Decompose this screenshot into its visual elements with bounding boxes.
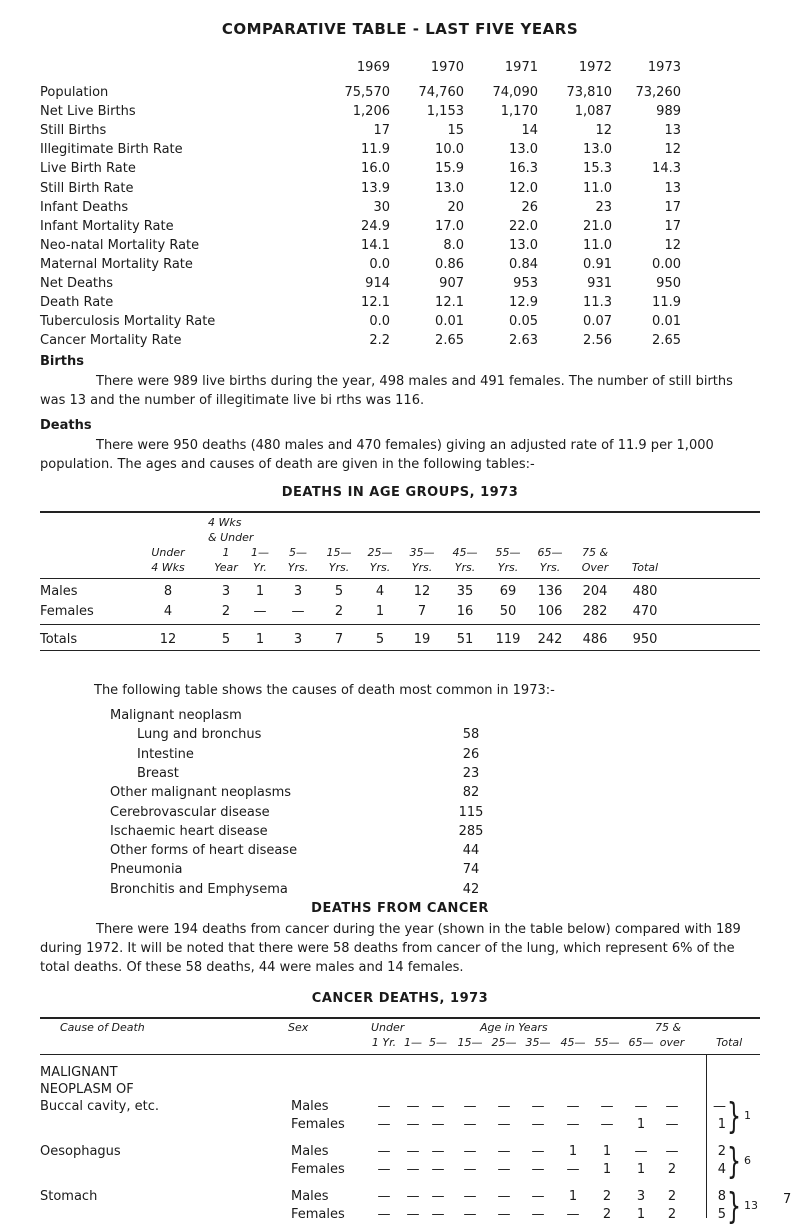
table-cell: 1,153 (426, 104, 464, 120)
cause-count: 44 (462, 843, 480, 859)
table-cell: 282 (582, 604, 608, 619)
table-cell: 0.07 (583, 314, 612, 330)
year-header: 1973 (647, 60, 681, 75)
cause-label: Lung and bronchus (137, 727, 262, 743)
year-header: 1971 (504, 60, 538, 75)
sex-label: Females (291, 1207, 345, 1222)
table-cell: 470 (632, 604, 658, 619)
subtotal-cell: 2 (717, 1144, 726, 1159)
table-rule (40, 624, 760, 625)
table-cell: 12 (159, 632, 177, 647)
column-header: Yrs. (328, 561, 350, 574)
table-cell: 69 (499, 584, 517, 599)
cause-count: 115 (458, 804, 484, 820)
group-label: NEOPLASM OF (40, 1082, 134, 1097)
table-rule (40, 650, 760, 651)
table-cell: 35 (456, 584, 474, 599)
table-cell: — (531, 1162, 545, 1177)
table-cell: 950 (632, 632, 658, 647)
column-header: Sex (288, 1021, 309, 1034)
cause-label: Intestine (137, 746, 194, 762)
table-cell: 2 (334, 604, 344, 619)
cause-count: 26 (462, 746, 480, 762)
table-cell: 14 (521, 123, 538, 139)
column-header: Year (214, 561, 238, 574)
table-cell: 1 (602, 1162, 612, 1177)
table-cell: 914 (365, 276, 390, 291)
table-cell: 11.9 (361, 142, 390, 158)
table-cell: — (431, 1117, 445, 1132)
column-header: 65— (628, 1036, 654, 1049)
table-cell: 8.0 (443, 237, 464, 253)
column-header: 55— (594, 1036, 620, 1049)
table-cell: — (406, 1162, 420, 1177)
column-header: & Under (208, 531, 254, 544)
table-cell: — (431, 1162, 445, 1177)
table-cell: — (377, 1207, 391, 1222)
table-cell: 12 (595, 123, 612, 139)
table-cell: 74,760 (418, 85, 464, 100)
row-label: Net Live Births (40, 104, 136, 120)
row-label: Population (40, 85, 109, 100)
year-header: 1970 (430, 60, 464, 75)
column-header: 65— (537, 546, 563, 559)
column-header: 45— (452, 546, 478, 559)
table-cell: — (463, 1162, 477, 1177)
sex-label: Males (291, 1144, 329, 1159)
table-cell: 989 (656, 104, 681, 120)
table-cell: 10.0 (435, 142, 464, 158)
table-cell: 17.0 (435, 218, 464, 234)
total-cell: 6 (744, 1154, 751, 1167)
subtotal-cell: 4 (717, 1162, 726, 1177)
table-cell: 1 (602, 1144, 612, 1159)
brace-icon: } (727, 1187, 741, 1228)
table-cell: — (463, 1099, 477, 1114)
table-cell: 20 (447, 199, 464, 215)
table-cell: 1,206 (352, 104, 390, 120)
row-label: Live Birth Rate (40, 161, 136, 177)
year-header: 1972 (578, 60, 612, 75)
row-label: Still Births (40, 123, 107, 139)
table-cell: — (566, 1207, 580, 1222)
sex-label: Males (291, 1099, 329, 1114)
age-groups-title: DEATHS IN AGE GROUPS, 1973 (281, 485, 519, 500)
column-header: 4 Wks (208, 516, 242, 529)
row-label: Females (40, 604, 94, 619)
sex-label: Females (291, 1117, 345, 1132)
table-cell: 950 (656, 276, 681, 291)
table-cell: — (406, 1189, 420, 1204)
table-rule (40, 1054, 760, 1055)
table-cell: 242 (537, 632, 563, 647)
births-paragraph: There were 989 live births during the year, 498 males and 491 females. The number of still births was 13 and the number of illegitimate live bi rths was 116. (40, 374, 733, 408)
cause-label: Buccal cavity, etc. (40, 1099, 160, 1114)
table-cell: 12 (664, 142, 681, 158)
cause-label: Bronchitis and Emphysema (110, 881, 288, 897)
table-cell: 12.0 (509, 180, 538, 196)
table-cell: 17 (373, 123, 390, 139)
table-cell: — (600, 1099, 614, 1114)
column-header: 4 Wks (151, 561, 185, 574)
column-header: 15— (457, 1036, 483, 1049)
table-cell: 0.01 (652, 314, 681, 330)
deaths-paragraph: There were 950 deaths (480 males and 470 females) giving an adjusted rate of 11.9 per 1,000 population. The ages and causes of death are given in the following tables:- (40, 438, 714, 472)
table-cell: 3 (293, 584, 303, 599)
table-cell: — (665, 1117, 679, 1132)
column-header: 1— (251, 546, 269, 559)
table-cell: 953 (513, 276, 538, 291)
table-cell: 2 (667, 1207, 677, 1222)
column-header: 55— (495, 546, 521, 559)
column-header: Under (151, 546, 185, 559)
row-label: Death Rate (40, 295, 114, 311)
sex-label: Females (291, 1162, 345, 1177)
column-header: Yr. (253, 561, 267, 574)
table-cell: — (497, 1162, 511, 1177)
table-cell: 119 (495, 632, 521, 647)
column-header: 25— (491, 1036, 517, 1049)
table-cell: 5 (221, 632, 231, 647)
table-cell: 16.0 (361, 161, 390, 177)
table-cell: 12.1 (361, 295, 390, 311)
cause-count: 42 (462, 881, 480, 897)
cause-count: 285 (458, 823, 484, 839)
table-cell: 2.2 (369, 333, 390, 349)
table-cell: 12.9 (509, 295, 538, 311)
table-cell: — (463, 1189, 477, 1204)
total-cell: 1 (744, 1109, 751, 1122)
table-cell: 14.3 (652, 161, 681, 177)
table-cell: — (406, 1117, 420, 1132)
table-cell: — (377, 1189, 391, 1204)
table-cell: — (253, 604, 267, 619)
cause-label: Other forms of heart disease (110, 843, 298, 859)
row-label: Totals (40, 632, 78, 647)
table-cell: 22.0 (509, 218, 538, 234)
subtotal-cell: 1 (717, 1117, 726, 1132)
table-cell: 0.01 (435, 314, 464, 330)
table-cell: 931 (587, 276, 612, 291)
column-header: 15— (326, 546, 352, 559)
table-cell: 7 (334, 632, 344, 647)
page-title: COMPARATIVE TABLE - LAST FIVE YEARS (221, 20, 579, 38)
table-cell: 1,170 (500, 104, 538, 120)
table-cell: 4 (375, 584, 385, 599)
table-cell: 0.0 (369, 314, 390, 330)
table-cell: — (566, 1099, 580, 1114)
table-cell: — (566, 1117, 580, 1132)
table-cell: 23 (595, 199, 612, 215)
table-cell: 13.0 (509, 142, 538, 158)
table-cell: 16.3 (509, 161, 538, 177)
column-header: Yrs. (539, 561, 561, 574)
table-cell: 0.86 (435, 256, 464, 272)
table-cell: 73,260 (635, 85, 681, 100)
table-cell: — (406, 1144, 420, 1159)
table-cell: 13.0 (509, 237, 538, 253)
row-label: Infant Deaths (40, 199, 129, 215)
table-cell: — (377, 1117, 391, 1132)
table-cell: 0.00 (652, 256, 681, 272)
row-label: Maternal Mortality Rate (40, 256, 193, 272)
cause-label: Ischaemic heart disease (110, 823, 268, 839)
row-label: Infant Mortality Rate (40, 218, 174, 234)
cancer-heading: DEATHS FROM CANCER (311, 901, 489, 916)
table-cell: — (431, 1099, 445, 1114)
subtotal-cell: 8 (717, 1189, 726, 1204)
table-cell: 13 (664, 123, 681, 139)
table-cell: 75,570 (344, 85, 390, 100)
sex-label: Males (291, 1189, 329, 1204)
column-header: Yrs. (411, 561, 433, 574)
page-number: 7 (783, 1192, 792, 1207)
cause-count: 58 (462, 727, 480, 743)
column-header: Yrs. (454, 561, 476, 574)
table-cell: 0.0 (369, 256, 390, 272)
table-cell: — (377, 1144, 391, 1159)
row-label: Net Deaths (40, 276, 114, 291)
subtotal-cell: 5 (717, 1207, 726, 1222)
table-cell: — (531, 1207, 545, 1222)
table-cell: 12.1 (435, 295, 464, 311)
table-cell: 73,810 (566, 85, 612, 100)
table-cell: 0.05 (509, 314, 538, 330)
row-label: Illegitimate Birth Rate (40, 142, 183, 158)
table-cell: — (531, 1117, 545, 1132)
table-cell: — (497, 1207, 511, 1222)
table-cell: 13.0 (583, 142, 612, 158)
table-cell: 13.9 (361, 180, 390, 196)
table-cell: — (665, 1144, 679, 1159)
table-cell: 50 (499, 604, 517, 619)
table-cell: — (463, 1144, 477, 1159)
table-cell: — (406, 1099, 420, 1114)
table-cell: — (497, 1117, 511, 1132)
table-cell: 13 (664, 180, 681, 196)
table-cell: — (531, 1144, 545, 1159)
table-cell: 11.9 (652, 295, 681, 311)
table-divider (706, 1054, 707, 1218)
table-cell: 2 (602, 1207, 612, 1222)
column-header: Total (716, 1036, 743, 1049)
table-cell: 204 (582, 584, 608, 599)
brace-icon: } (727, 1097, 741, 1138)
table-cell: 74,090 (492, 85, 538, 100)
table-cell: 15 (447, 123, 464, 139)
table-cell: 907 (439, 276, 464, 291)
table-cell: 1 (568, 1189, 578, 1204)
table-cell: 0.91 (583, 256, 612, 272)
cause-label: Oesophagus (40, 1144, 121, 1159)
column-header: Age in Years (480, 1021, 548, 1034)
table-cell: 16 (456, 604, 474, 619)
cause-count: 82 (462, 785, 480, 801)
cause-label: Malignant neoplasm (110, 708, 242, 723)
table-cell: 2 (602, 1189, 612, 1204)
table-cell: — (431, 1207, 445, 1222)
table-cell: — (531, 1189, 545, 1204)
table-cell: 1 (636, 1117, 646, 1132)
total-cell: 13 (744, 1199, 758, 1212)
cause-label: Breast (137, 765, 179, 781)
table-rule (40, 1017, 760, 1019)
column-header: 75 & (655, 1021, 682, 1034)
column-header: 45— (560, 1036, 586, 1049)
table-cell: 17 (664, 218, 681, 234)
table-cell: — (377, 1162, 391, 1177)
column-header: 5— (429, 1036, 447, 1049)
table-cell: — (406, 1207, 420, 1222)
table-cell: 486 (582, 632, 608, 647)
table-cell: 8 (163, 584, 173, 599)
table-cell: 480 (632, 584, 658, 599)
table-cell: 12 (664, 237, 681, 253)
table-cell: — (531, 1099, 545, 1114)
column-header: 25— (367, 546, 393, 559)
column-header: 1 (222, 546, 230, 559)
table-cell: 14.1 (361, 237, 390, 253)
table-cell: 13.0 (435, 180, 464, 196)
table-cell: — (463, 1207, 477, 1222)
column-header: over (659, 1036, 685, 1049)
column-header: 1— (404, 1036, 422, 1049)
table-cell: 30 (373, 199, 390, 215)
table-cell: — (431, 1144, 445, 1159)
column-header: 35— (525, 1036, 551, 1049)
table-cell: 3 (221, 584, 231, 599)
column-header: Total (631, 561, 659, 574)
row-label: Still Birth Rate (40, 180, 134, 196)
table-cell: 5 (375, 632, 385, 647)
table-cell: 15.3 (583, 161, 612, 177)
table-cell: 19 (413, 632, 431, 647)
table-cell: 3 (293, 632, 303, 647)
cancer-paragraph: There were 194 deaths from cancer during the year (shown in the table below) compared with 189 during 1972. It will be noted that there were 58 deaths from cancer of the lung, which represent 6% of the total deaths. Of these 58 deaths, 44 were males and 14 females. (40, 922, 741, 975)
table-rule (40, 511, 760, 513)
table-cell: — (377, 1099, 391, 1114)
deaths-heading: Deaths (40, 418, 92, 433)
table-cell: — (431, 1189, 445, 1204)
table-cell: — (497, 1144, 511, 1159)
column-header: 75 & (581, 546, 609, 559)
table-cell: — (600, 1117, 614, 1132)
year-header: 1969 (356, 60, 390, 75)
table-cell: 1 (636, 1162, 646, 1177)
table-cell: — (463, 1117, 477, 1132)
causes-intro: The following table shows the causes of death most common in 1973:- (94, 683, 555, 698)
table-rule (40, 578, 760, 579)
table-cell: — (665, 1099, 679, 1114)
table-cell: 0.84 (509, 256, 538, 272)
table-cell: 24.9 (361, 218, 390, 234)
subtotal-cell: — (713, 1099, 726, 1114)
table-cell: 2.56 (583, 333, 612, 349)
table-cell: 4 (163, 604, 173, 619)
table-cell: 17 (664, 199, 681, 215)
column-header: 35— (409, 546, 435, 559)
table-cell: 1 (255, 632, 265, 647)
table-cell: 1 (375, 604, 385, 619)
table-cell: — (566, 1162, 580, 1177)
column-header: Yrs. (287, 561, 309, 574)
births-heading: Births (40, 354, 84, 369)
table-cell: 11.0 (583, 180, 612, 196)
cancer-table-title: CANCER DEATHS, 1973 (311, 991, 489, 1006)
table-cell: 106 (537, 604, 563, 619)
table-cell: — (497, 1099, 511, 1114)
table-cell: 26 (521, 199, 538, 215)
table-cell: 1 (636, 1207, 646, 1222)
table-cell: 7 (417, 604, 427, 619)
row-label: Cancer Mortality Rate (40, 333, 182, 349)
group-label: MALIGNANT (40, 1065, 118, 1080)
row-label: Neo-natal Mortality Rate (40, 237, 200, 253)
table-cell: 2.65 (435, 333, 464, 349)
column-header: Over (581, 561, 609, 574)
column-header: Yrs. (369, 561, 391, 574)
table-cell: 2 (667, 1189, 677, 1204)
table-cell: 12 (413, 584, 431, 599)
brace-icon: } (727, 1142, 741, 1183)
table-cell: 2.65 (652, 333, 681, 349)
table-cell: 11.0 (583, 237, 612, 253)
table-cell: — (291, 604, 305, 619)
column-header: 5— (289, 546, 307, 559)
table-cell: 21.0 (583, 218, 612, 234)
table-cell: — (634, 1144, 648, 1159)
table-cell: 2 (221, 604, 231, 619)
cause-label: Other malignant neoplasms (110, 785, 292, 801)
table-cell: 15.9 (435, 161, 464, 177)
cause-label: Stomach (40, 1189, 98, 1204)
table-cell: 2 (667, 1162, 677, 1177)
cause-count: 74 (462, 862, 480, 878)
table-cell: 2.63 (509, 333, 538, 349)
table-cell: 3 (636, 1189, 646, 1204)
row-label: Males (40, 584, 78, 599)
table-cell: 1 (568, 1144, 578, 1159)
table-cell: 136 (537, 584, 563, 599)
table-cell: 51 (456, 632, 474, 647)
table-cell: — (634, 1099, 648, 1114)
table-cell: 1,087 (574, 104, 612, 120)
table-cell: — (497, 1189, 511, 1204)
cause-count: 23 (462, 765, 480, 781)
row-label: Tuberculosis Mortality Rate (40, 314, 216, 330)
column-header: Yrs. (497, 561, 519, 574)
table-cell: 5 (334, 584, 344, 599)
column-header: 1 Yr. (371, 1036, 397, 1049)
cause-label: Pneumonia (110, 862, 183, 878)
column-header: Under (371, 1021, 405, 1034)
column-header: Cause of Death (60, 1021, 145, 1034)
cause-label: Cerebrovascular disease (110, 804, 270, 820)
table-cell: 11.3 (583, 295, 612, 311)
table-cell: 1 (255, 584, 265, 599)
